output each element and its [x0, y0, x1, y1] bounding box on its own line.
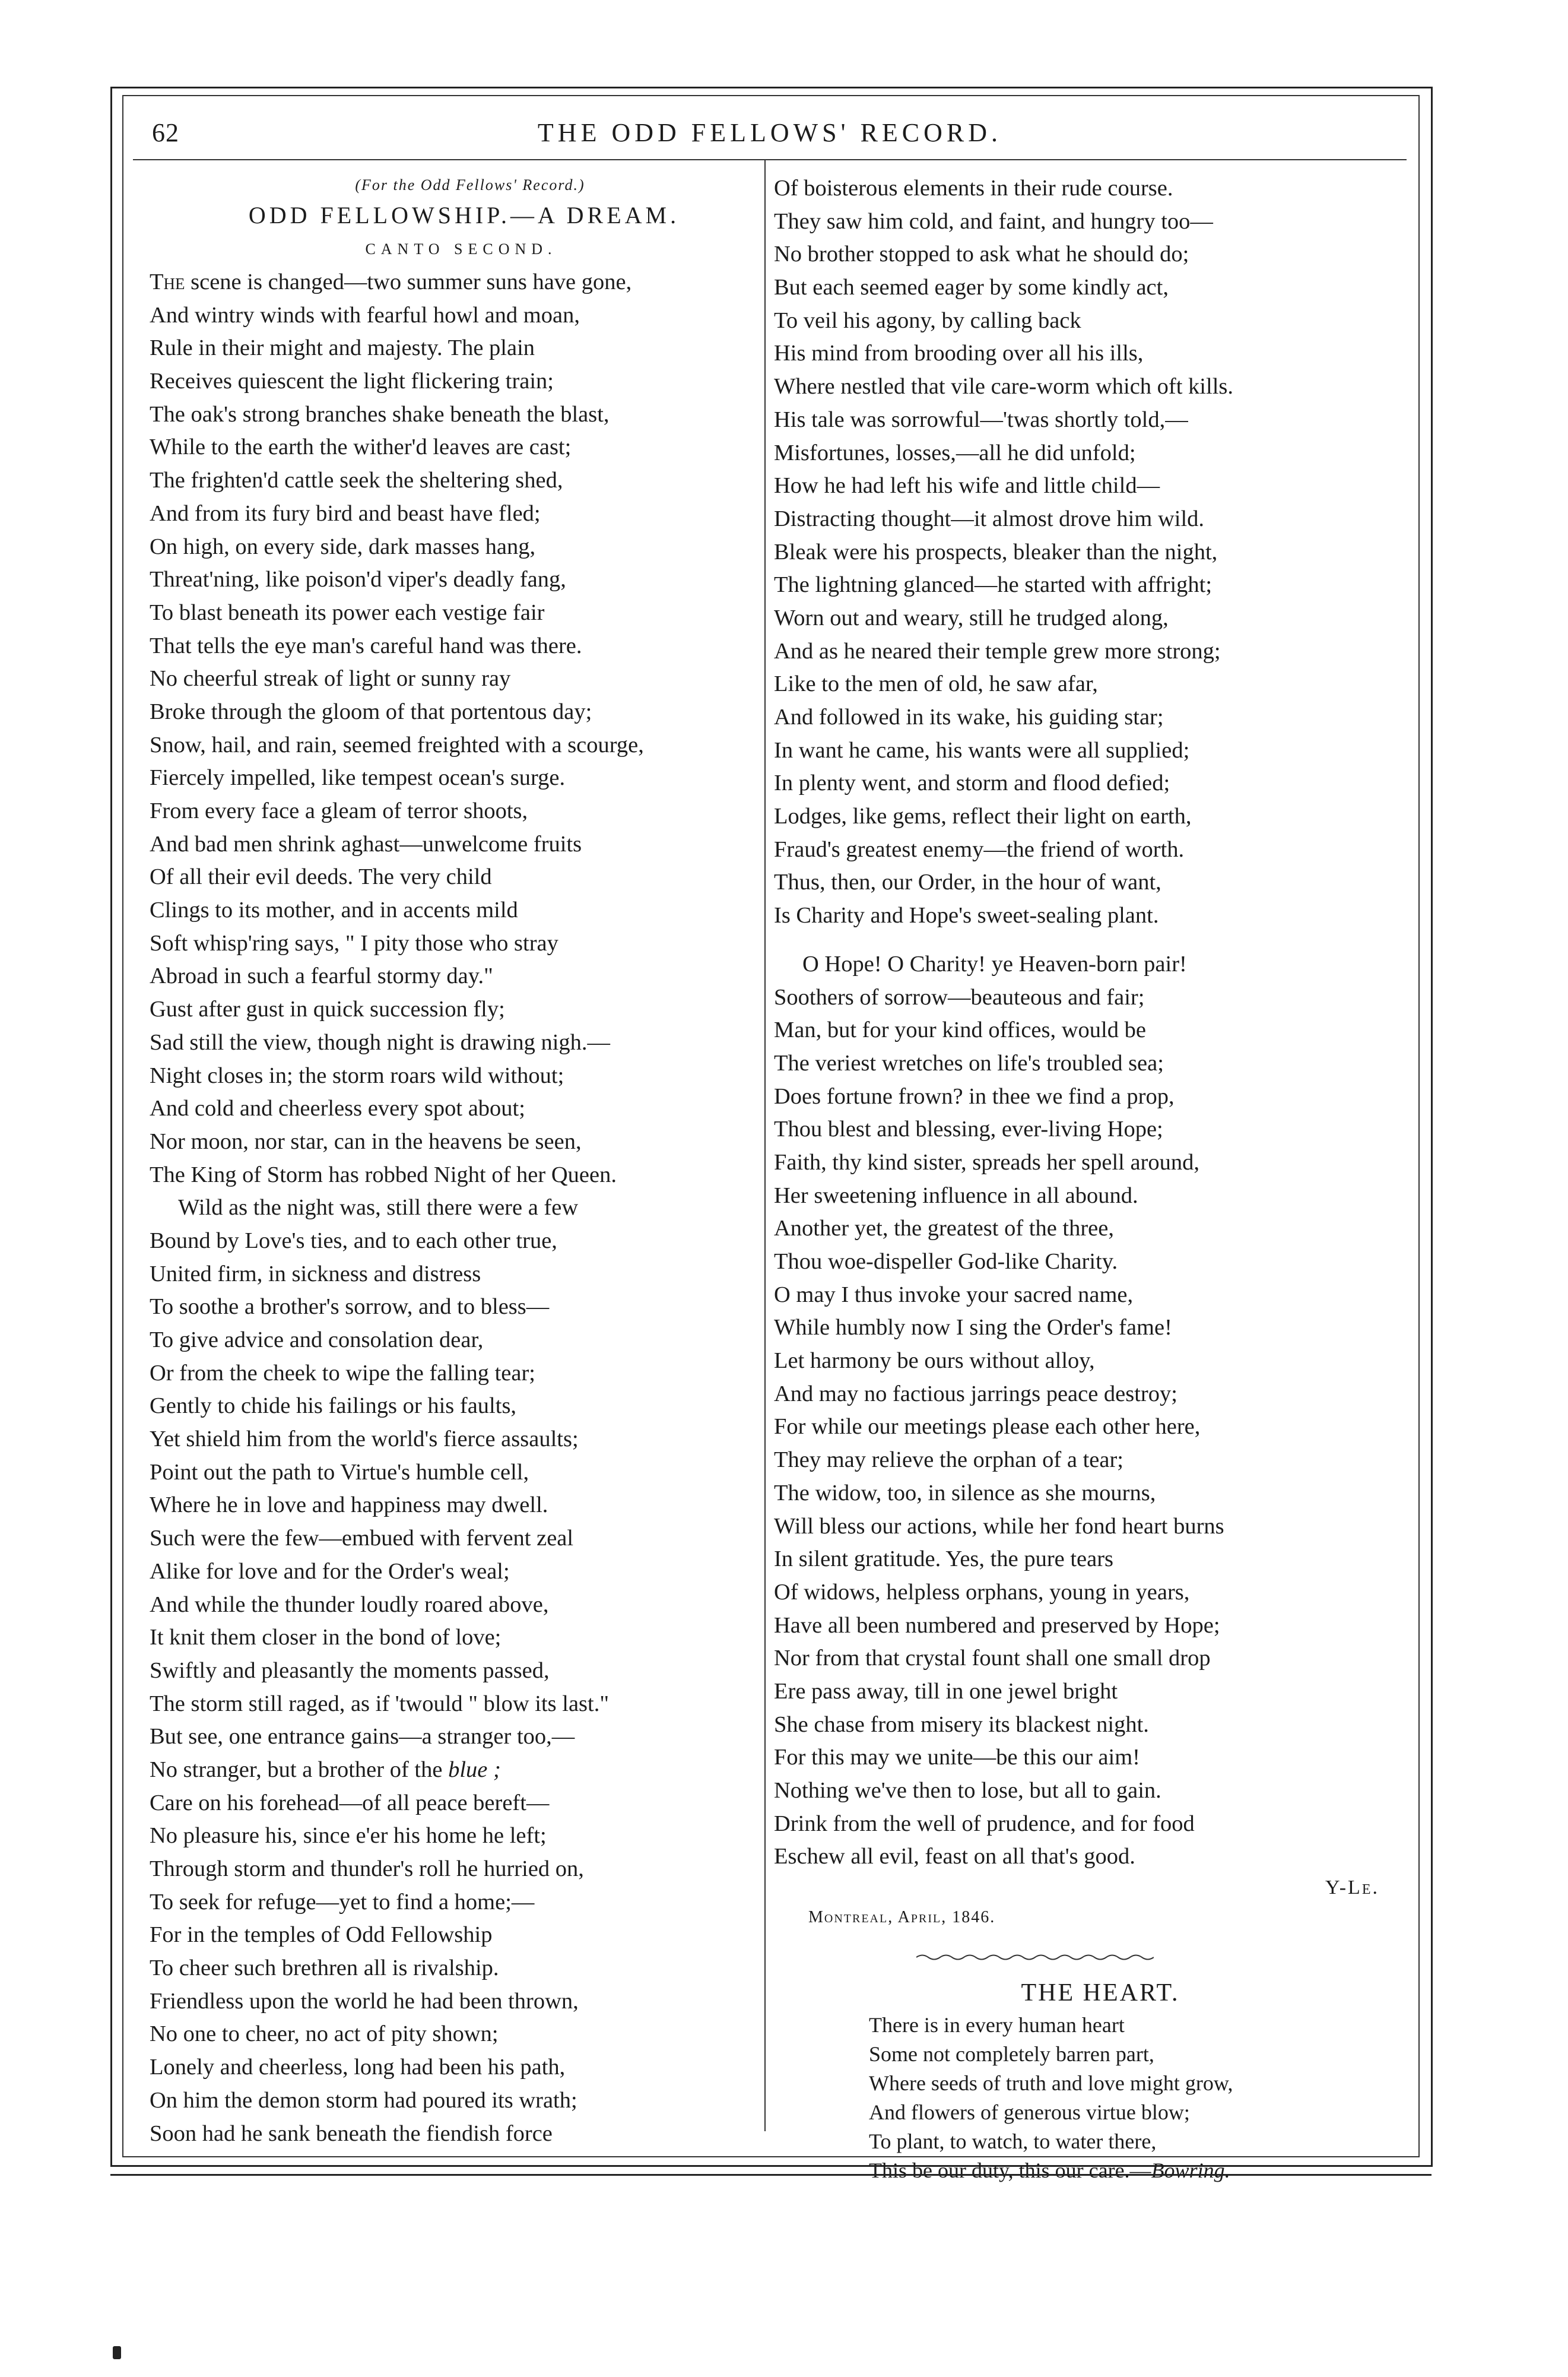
poem-line: On him the demon storm had poured its wrath;	[150, 2087, 577, 2113]
poem-line: Abroad in such a fearful stormy day."	[150, 964, 493, 989]
poem-line: No one to cheer, no act of pity shown;	[150, 2021, 499, 2047]
right-column	[774, 172, 1403, 2185]
poem-line: Nothing we've then to lose, but all to gain.	[774, 1778, 1161, 1803]
poem-line: The storm still raged, as if 'twould " blow its last."	[150, 1691, 610, 1716]
poem-line: O may I thus invoke your sacred name,	[774, 1282, 1134, 1307]
poem-line: No brother stopped to ask what he should do;	[774, 242, 1189, 267]
poem-line: Some not completely barren part,	[869, 2042, 1154, 2067]
poem-line: Where seeds of truth and love might grow,	[869, 2071, 1233, 2096]
poem-line: The King of Storm has robbed Night of her Queen.	[150, 1162, 617, 1187]
poem-line: To soothe a brother's sorrow, and to bless—	[150, 1294, 550, 1320]
poem-line: And wintry winds with fearful howl and moan,	[150, 302, 580, 328]
poem-line: Does fortune frown? in thee we find a prop,	[774, 1083, 1175, 1109]
poem-line: To veil his agony, by calling back	[774, 308, 1081, 333]
poem-line: The veriest wretches on life's troubled sea;	[774, 1050, 1164, 1076]
heart-poem	[774, 2011, 1403, 2185]
poem-line: Will bless our actions, while her fond heart burns	[774, 1513, 1224, 1539]
poem-line: Her sweetening influence in all abound.	[774, 1183, 1138, 1208]
poem-line: Where he in love and happiness may dwell.	[150, 1492, 548, 1518]
poem-line: The oak's strong branches shake beneath the blast,	[150, 401, 610, 427]
poem-line: Worn out and weary, still he trudged along,	[774, 605, 1169, 630]
poem-line: While humbly now I sing the Order's fame!	[774, 1315, 1172, 1340]
poem-line: Fiercely impelled, like tempest ocean's surge.	[150, 765, 566, 791]
poem-line: United firm, in sickness and distress	[150, 1261, 481, 1286]
poem-line: But see, one entrance gains—a stranger too,—	[150, 1724, 575, 1750]
poem-line: No stranger, but a brother of the blue ;	[150, 1757, 501, 1782]
poem-line: Friendless upon the world he had been thrown,	[150, 1988, 579, 2014]
poem-stanza-3	[774, 981, 1403, 1874]
poem-line: On high, on every side, dark masses hang,	[150, 534, 536, 559]
poem-line: Yet shield him from the world's fierce assaults;	[150, 1427, 579, 1452]
poem-line: Gently to chide his failings or his faults,	[150, 1393, 517, 1419]
bottom-rule	[110, 2174, 1431, 2176]
poem-line: The widow, too, in silence as she mourns,	[774, 1480, 1156, 1506]
poem-line: Thou woe-dispeller God-like Charity.	[774, 1249, 1118, 1274]
poem-line: And followed in its wake, his guiding star;	[774, 705, 1164, 730]
poem-line: But each seemed eager by some kindly act,	[774, 275, 1169, 300]
poem-line: Ere pass away, till in one jewel bright	[774, 1678, 1118, 1704]
heart-title: THE HEART.	[1021, 1979, 1180, 2007]
poem-stanza-2	[150, 1225, 755, 1754]
poem-line: They saw him cold, and faint, and hungry too—	[774, 208, 1213, 234]
poem-line: And while the thunder loudly roared above,	[150, 1592, 549, 1617]
ink-mark	[113, 2346, 121, 2359]
poem-line: For in the temples of Odd Fellowship	[150, 1922, 493, 1948]
poem-line: For this may we unite—be this our aim!	[774, 1745, 1140, 1770]
poem-stanza-1	[150, 299, 755, 1192]
poem-line: They may relieve the orphan of a tear;	[774, 1447, 1123, 1473]
poem-line: Point out the path to Virtue's humble cell,	[150, 1459, 529, 1485]
poem-line: To plant, to watch, to water there,	[869, 2129, 1157, 2154]
poem-line: Such were the few—embued with fervent zeal	[150, 1526, 574, 1551]
poem-line: The lightning glanced—he started with affright;	[774, 572, 1212, 598]
poem-line: Through storm and thunder's roll he hurried on,	[150, 1856, 584, 1881]
poem-line: In want he came, his wants were all supplied;	[774, 737, 1190, 763]
poem-line: From every face a gleam of terror shoots,	[150, 798, 528, 823]
poem-line: Swiftly and pleasantly the moments passed,	[150, 1657, 550, 1683]
poem-line: Night closes in; the storm roars wild without;	[150, 1063, 564, 1088]
running-title: THE ODD FELLOWS' RECORD.	[537, 118, 1002, 147]
author-signature: Y-Le.	[1325, 1877, 1379, 1899]
poem-line: That tells the eye man's careful hand was there.	[150, 633, 582, 658]
poem-line: Thou blest and blessing, ever-living Hope;	[774, 1117, 1163, 1142]
poem-line: Soft whisp'ring says, " I pity those who stray	[150, 930, 558, 956]
poem-line: How he had left his wife and little child—	[774, 473, 1160, 499]
poem-line: Soothers of sorrow—beauteous and fair;	[774, 984, 1145, 1010]
poem-line: Of boisterous elements in their rude course.	[774, 176, 1173, 201]
poem-line: Eschew all evil, feast on all that's good.	[774, 1844, 1135, 1869]
poem-line: Nor from that crystal fount shall one small drop	[774, 1646, 1211, 1671]
poem-line: Distracting thought—it almost drove him wild.	[774, 506, 1205, 531]
poem-line: Another yet, the greatest of the three,	[774, 1216, 1114, 1241]
poem-line: Wild as the night was, still there were a few	[178, 1195, 579, 1221]
poem-line: The scene is changed—two summer suns have gone,	[150, 270, 632, 294]
poem-line: This be our duty, this our care.—Bowring.	[869, 2159, 1230, 2183]
poem-line: She chase from misery its blackest night.	[774, 1712, 1149, 1737]
poem-line: His mind from brooding over all his ills,	[774, 341, 1144, 366]
poem-line: Thus, then, our Order, in the hour of want,	[774, 870, 1161, 895]
poem-line: Like to the men of old, he saw afar,	[774, 671, 1098, 697]
poem-line: To give advice and consolation dear,	[150, 1327, 484, 1352]
poem-line: Fraud's greatest enemy—the friend of worth.	[774, 836, 1185, 862]
poem-line: And flowers of generous virtue blow;	[869, 2100, 1190, 2125]
poem-line: In silent gratitude. Yes, the pure tears	[774, 1546, 1114, 1572]
poem-line: Snow, hail, and rain, seemed freighted with a scourge,	[150, 732, 644, 758]
poem-line: O Hope! O Charity! ye Heaven-born pair!	[802, 951, 1187, 977]
wavy-divider	[916, 1953, 1154, 1961]
poem-line: Of widows, helpless orphans, young in years,	[774, 1579, 1190, 1605]
poem-line: Lonely and cheerless, long had been his path,	[150, 2055, 566, 2080]
poem-line: Sad still the view, though night is drawing nigh.—	[150, 1029, 611, 1055]
poem-line: And may no factious jarrings peace destroy;	[774, 1381, 1177, 1406]
poem-line: His tale was sorrowful—'twas shortly told,—	[774, 407, 1188, 432]
poem-line: No cheerful streak of light or sunny ray	[150, 666, 511, 692]
poem-line: Broke through the gloom of that portentous day;	[150, 699, 592, 724]
poem-line: And from its fury bird and beast have fled;	[150, 500, 541, 526]
poem-credit: (For the Odd Fellows' Record.)	[355, 176, 585, 194]
poem-line: Lodges, like gems, reflect their light on earth,	[774, 804, 1192, 829]
poem-line: Bleak were his prospects, bleaker than the night,	[774, 539, 1218, 565]
poem-line: There is in every human heart	[869, 2013, 1125, 2037]
poem-line: Care on his forehead—of all peace bereft—	[150, 1790, 550, 1815]
poem-line: Bound by Love's ties, and to each other true,	[150, 1228, 557, 1253]
left-column	[150, 172, 755, 2150]
poem-title: ODD FELLOWSHIP.—A DREAM.	[248, 202, 680, 229]
header-rule	[133, 159, 1407, 160]
page-header	[133, 104, 1407, 158]
drop-word: The	[150, 270, 185, 294]
poem-line: Gust after gust in quick succession fly;	[150, 997, 505, 1022]
poem-line: To blast beneath its power each vestige fair	[150, 600, 545, 625]
poem-line: Let harmony be ours without alloy,	[774, 1348, 1095, 1374]
poem-line: Faith, thy kind sister, spreads her spell around,	[774, 1149, 1200, 1175]
poem-line: Alike for love and for the Order's weal;	[150, 1558, 510, 1584]
poem-line: Rule in their might and majesty. The plain	[150, 335, 535, 361]
poem-line: Receives quiescent the light flickering train;	[150, 369, 554, 394]
poem-stanza-2-cont	[150, 1787, 755, 2151]
poem-line: For while our meetings please each other here,	[774, 1414, 1201, 1440]
heart-author: Bowring.	[1151, 2159, 1230, 2183]
poem-line: Drink from the well of prudence, and for food	[774, 1811, 1195, 1836]
poem-line: In plenty went, and storm and flood defied;	[774, 771, 1170, 796]
poem-stanza-2-end	[774, 172, 1403, 933]
poem-line: The frighten'd cattle seek the sheltering shed,	[150, 468, 563, 493]
poem-line: Of all their evil deeds. The very child	[150, 864, 492, 890]
poem-line: Threat'ning, like poison'd viper's deadly fang,	[150, 567, 566, 592]
canto-heading: CANTO SECOND.	[365, 240, 557, 258]
poem-line: Man, but for your kind offices, would be	[774, 1018, 1146, 1043]
poem-line: Nor moon, nor star, can in the heavens be seen,	[150, 1129, 582, 1154]
poem-line: And cold and cheerless every spot about;	[150, 1096, 525, 1121]
column-divider	[764, 160, 766, 2131]
poem-line: And as he neared their temple grew more strong;	[774, 638, 1221, 664]
poem-line: Is Charity and Hope's sweet-sealing plant.	[774, 903, 1159, 928]
poem-line: Where nestled that vile care-worm which oft kills.	[774, 374, 1234, 400]
poem-line: Clings to its mother, and in accents mild	[150, 898, 518, 923]
poem-line: To cheer such brethren all is rivalship.	[150, 1956, 499, 1981]
poem-line: Misfortunes, losses,—all he did unfold;	[774, 440, 1136, 465]
poem-line: Or from the cheek to wipe the falling tear;	[150, 1360, 535, 1386]
poem-line: No pleasure his, since e'er his home he left;	[150, 1823, 547, 1849]
poem-line: Have all been numbered and preserved by Hope;	[774, 1612, 1220, 1638]
poem-line: To seek for refuge—yet to find a home;—	[150, 1889, 535, 1915]
poem-line: While to the earth the wither'd leaves are cast;	[150, 435, 572, 460]
poem-line: And bad men shrink aghast—unwelcome fruits	[150, 831, 582, 857]
poem-line: Soon had he sank beneath the fiendish force	[150, 2121, 553, 2146]
page-number: 62	[152, 118, 179, 147]
poem-line: It knit them closer in the bond of love;	[150, 1625, 501, 1650]
blue-word: blue ;	[448, 1757, 501, 1782]
place-date: Montreal, April, 1846.	[808, 1908, 996, 1927]
